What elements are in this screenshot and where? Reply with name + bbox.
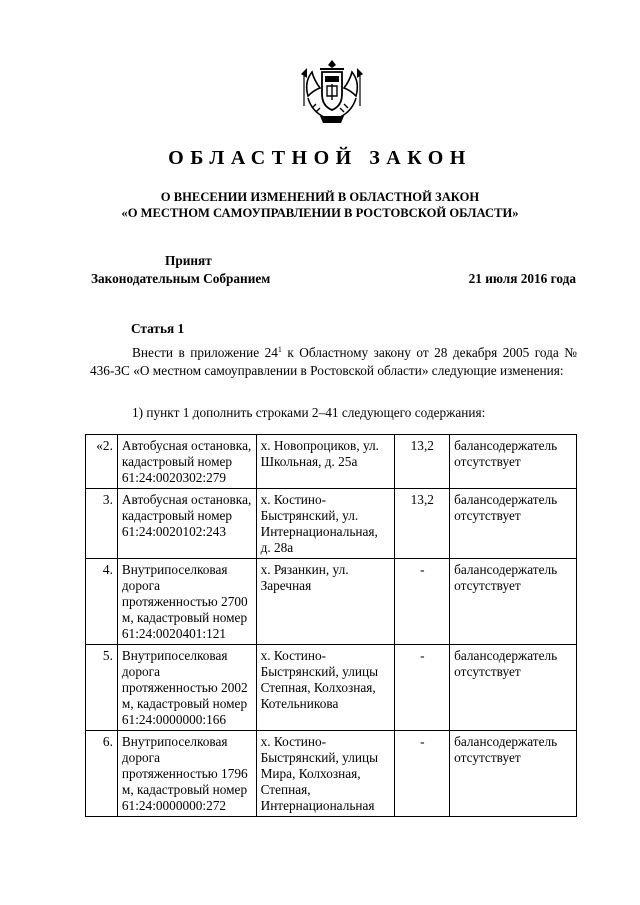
table-row <box>86 559 577 645</box>
intro-text-end: к Областному закону от 28 декабря 2005 года № 436-ЗС «О местном самоуправлении в Ростовской области» следующие изменения: <box>90 345 577 378</box>
object-area: 13,2 <box>395 489 450 559</box>
object-description: Внутрипоселковая дорога протяженностью 2002 м, кадастровый номер 61:24:0000000:166 <box>117 645 256 731</box>
law-title: ОБЛАСТНОЙ ЗАКОН <box>168 147 472 169</box>
object-address: х. Новопроциков, ул. Школьная, д. 25а <box>256 435 395 489</box>
article-intro-paragraph <box>90 344 577 380</box>
object-description: Внутрипоселковая дорога протяженностью 1796 м, кадастровый номер 61:24:0000000:272 <box>117 731 256 817</box>
object-description: Автобусная остановка, кадастровый номер 61:24:0020102:243 <box>117 489 256 559</box>
intro-text-start: Внести в приложение 24 <box>132 345 278 360</box>
law-subtitle-line-2: «О МЕСТНОМ САМОУПРАВЛЕНИИ В РОСТОВСКОЙ ОБЛАСТИ» <box>121 206 519 220</box>
point-1-text: 1) пункт 1 дополнить строками 2–41 следующего содержания: <box>132 405 486 420</box>
object-address: х. Костино-Быстрянский, ул. Интернациональная, д. 28а <box>256 489 395 559</box>
adopted-label: Принят <box>165 253 212 268</box>
object-area: 13,2 <box>395 435 450 489</box>
object-owner: балансодержатель отсутствует <box>450 559 577 645</box>
object-owner: балансодержатель отсутствует <box>450 731 577 817</box>
law-subtitle <box>0 189 640 221</box>
object-area: - <box>395 559 450 645</box>
object-area: - <box>395 731 450 817</box>
property-table <box>85 434 577 817</box>
object-owner: балансодержатель отсутствует <box>450 489 577 559</box>
object-description: Внутрипоселковая дорога протяженностью 2700 м, кадастровый номер 61:24:0020401:121 <box>117 559 256 645</box>
coat-of-arms-emblem-icon <box>298 58 366 126</box>
object-owner: балансодержатель отсутствует <box>450 645 577 731</box>
article-heading: Статья 1 <box>131 321 185 336</box>
object-description: Автобусная остановка, кадастровый номер 61:24:0020302:279 <box>117 435 256 489</box>
law-subtitle-line-1: О ВНЕСЕНИИ ИЗМЕНЕНИЙ В ОБЛАСТНОЙ ЗАКОН <box>160 190 480 204</box>
object-area: - <box>395 645 450 731</box>
object-address: х. Костино-Быстрянский, улицы Мира, Колхозная, Степная, Интернациональная <box>256 731 395 817</box>
object-owner: балансодержатель отсутствует <box>450 435 577 489</box>
intro-superscript: 1 <box>277 345 282 354</box>
object-address: х. Рязанкин, ул. Заречная <box>256 559 395 645</box>
table-row <box>86 731 577 817</box>
row-number: 3. <box>86 489 118 559</box>
adoption-date: 21 июля 2016 года <box>468 271 576 286</box>
row-number: 5. <box>86 645 118 731</box>
row-number: 6. <box>86 731 118 817</box>
row-number: 4. <box>86 559 118 645</box>
row-number: «2. <box>86 435 118 489</box>
object-address: х. Костино-Быстрянский, улицы Степная, Колхозная, Котельникова <box>256 645 395 731</box>
table-row <box>86 645 577 731</box>
adopted-by-label: Законодательным Собранием <box>91 271 271 286</box>
table-row <box>86 435 577 489</box>
table-row <box>86 489 577 559</box>
